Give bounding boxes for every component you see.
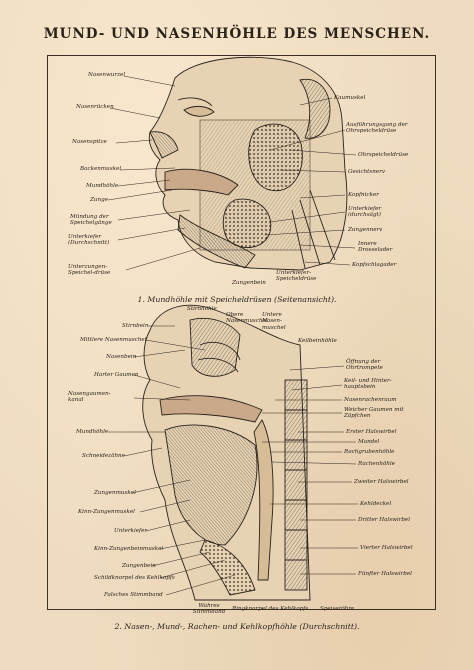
label-schildknorpel: Schildknorpel des Kehlkopfs bbox=[94, 575, 175, 581]
label-erster-halswirbel: Erster Halswirbel bbox=[346, 429, 397, 435]
label-gesichtsnerv: Gesichtsnerv bbox=[348, 169, 386, 175]
label-nasenbein: Nasenbein bbox=[106, 354, 137, 360]
label-speiseroehre: Speiseröhre bbox=[320, 606, 355, 612]
label-zungenbein-1: Zungenbein bbox=[232, 280, 266, 286]
label-falsches-stimmband: Falsches Stimmband bbox=[104, 592, 163, 598]
label-unterkiefer-durchsaegt: Unterkiefer (durchsägt) bbox=[348, 206, 382, 219]
label-kehldeckel: Kehldeckel bbox=[360, 501, 392, 507]
label-ohrspeicheldruese: Ohrspeicheldrüse bbox=[358, 152, 409, 158]
label-mundhoehle-2: Mundhöhle bbox=[76, 429, 109, 435]
label-obere-nasenmuschel: Obere Nasenmuschel bbox=[226, 312, 268, 325]
label-nasenrachenraum: Nasenrachenraum bbox=[344, 397, 397, 403]
label-rachgrubenhoehle: Rachgrubenhöhle bbox=[344, 449, 395, 455]
label-keilbeinhoehle: Keilbeinhöhle bbox=[298, 338, 337, 344]
label-backenmuskel: Backenmuskel bbox=[80, 166, 122, 172]
label-zungenbein-2: Zungenbein bbox=[122, 563, 156, 569]
label-zungenmuskel: Zungenmuskel bbox=[94, 490, 136, 496]
label-zunge: Zunge bbox=[90, 197, 108, 203]
label-zweiter-halswirbel: Zweiter Halswirbel bbox=[354, 479, 409, 485]
label-nasenwurzel: Nasenwurzel bbox=[88, 72, 126, 78]
label-wahres-stimmband: Wahres Stimmband bbox=[192, 603, 226, 616]
label-weicher-gaumen: Weicher Gaumen mit Zäpfchen bbox=[344, 407, 404, 420]
label-unterkiefer-durchschnitt: Unterkiefer (Durchschnitt) bbox=[68, 234, 110, 247]
label-oeffnung-ohrtrompete: Öffnung der Ohrtrompete bbox=[346, 359, 383, 372]
figure1-caption: 1. Mundhöhle mit Speicheldrüsen (Seitenansicht). bbox=[137, 295, 337, 304]
label-stirnbein: Stirnbein bbox=[122, 323, 149, 329]
label-innere-drosselader: Innere Drosselader bbox=[358, 241, 393, 254]
label-kaumuskel: Kaumuskel bbox=[334, 95, 366, 101]
label-stirnhoehle: Stirnhöhle bbox=[187, 306, 217, 312]
label-kinn-zungenbeinmuskel: Kinn-Zungenbeinmuskel bbox=[94, 546, 164, 552]
label-kopfschlagader: Kopfschlagader bbox=[352, 262, 397, 268]
plate-title: MUND- UND NASENHÖHLE DES MENSCHEN. bbox=[43, 26, 431, 42]
label-keil-hinterhauptsbein: Keil- und Hinter-hauptsbein bbox=[344, 378, 392, 391]
label-rachenhoehle: Rachenhöhle bbox=[358, 461, 395, 467]
label-dritter-halswirbel: Dritter Halswirbel bbox=[358, 517, 411, 523]
label-unterkiefer-speicheldruese: Unterkiefer-Speicheldrüse bbox=[276, 270, 317, 283]
figure1-drawing bbox=[149, 57, 347, 270]
label-kopfnicker: Kopfnicker bbox=[348, 192, 379, 198]
label-unterzungen-speicheldruese: Unterzungen-Speichel-drüse bbox=[68, 264, 111, 277]
label-zungennerv: Zungennerv bbox=[348, 227, 383, 233]
figure2-drawing bbox=[143, 305, 310, 600]
label-harter-gaumen: Harter Gaumen bbox=[94, 372, 139, 378]
label-nasengaumenkanal: Nasengaumen-kanal bbox=[68, 391, 111, 404]
label-untere-nasenmuschel: Untere Nasen-muschel bbox=[262, 312, 286, 331]
label-nasenspitze: Nasenspitze bbox=[72, 139, 107, 145]
label-ringknorpel: Ringknorpel des Kehlkopfs bbox=[232, 606, 309, 612]
label-fuenfter-halswirbel: Fünfter Halswirbel bbox=[358, 571, 412, 577]
label-nasenruecken: Nasenrücken bbox=[76, 104, 114, 110]
figure2-caption: 2. Nasen-, Mund-, Rachen- und Kehlkopfhöhle (Durchschnitt). bbox=[114, 622, 360, 631]
label-ausfuehrungsgang: Ausführungsgang der Ohrspeicheldrüse bbox=[346, 122, 408, 135]
label-mundhoehle-1: Mundhöhle bbox=[86, 183, 119, 189]
label-vierter-halswirbel: Vierter Halswirbel bbox=[360, 545, 413, 551]
label-kinn-zungenmuskel: Kinn-Zungenmuskel bbox=[78, 509, 135, 515]
label-muendung-speichelgaenge: Mündung der Speichelgänge bbox=[70, 214, 112, 227]
label-mittlere-nasenmuschel: Mittlere Nasenmuschel bbox=[80, 337, 147, 343]
label-unterkiefer-2: Unterkiefer bbox=[114, 528, 148, 534]
label-schneidezaehne: Schneidezähne bbox=[82, 453, 125, 459]
label-mandel: Mandel bbox=[358, 439, 380, 445]
